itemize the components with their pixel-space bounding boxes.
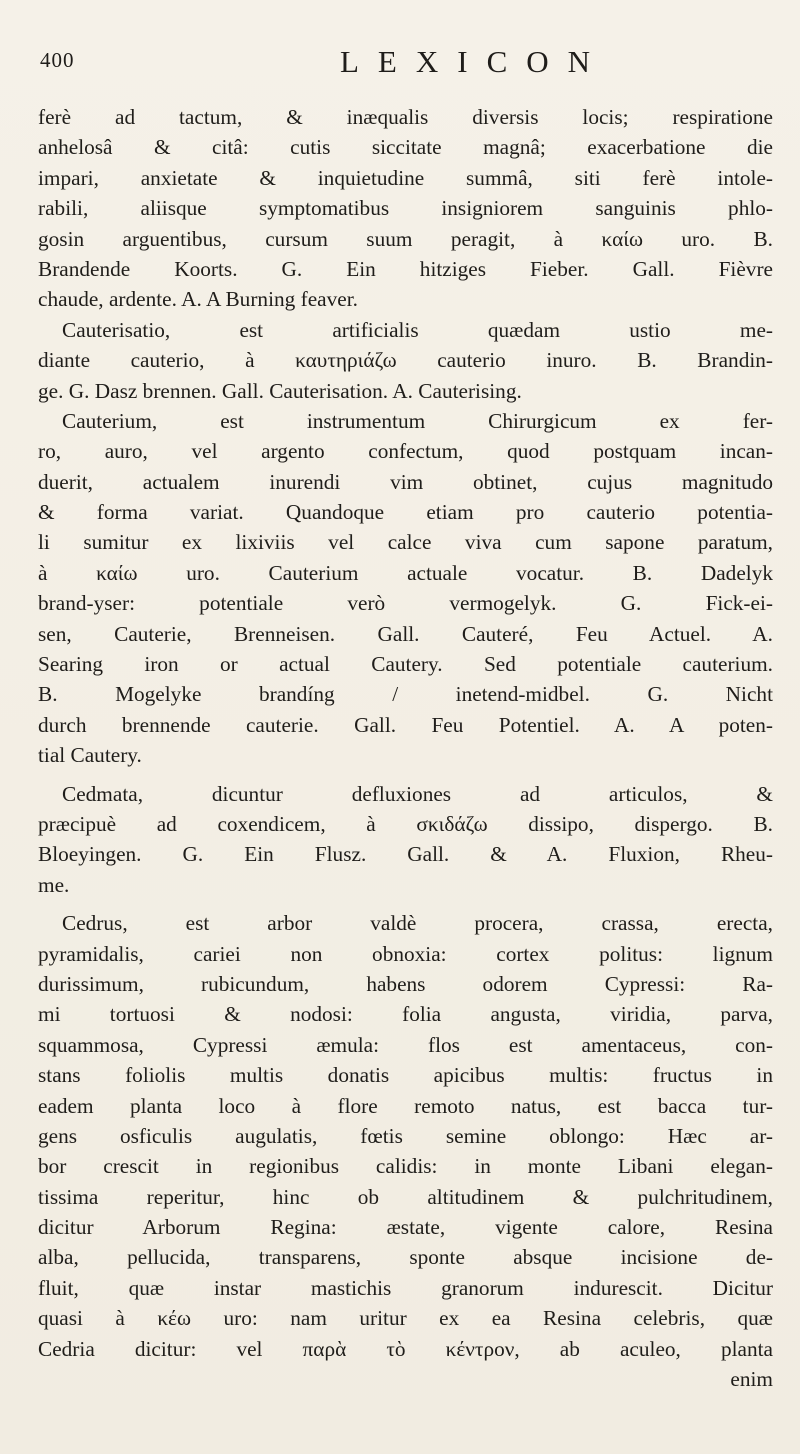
text-line: diante cauterio, à καυτηριάζω cauterio inuro. B. Brandin- xyxy=(38,348,773,373)
text-line: dicitur Arborum Regina: æstate, vigente calore, Resina xyxy=(38,1215,773,1240)
text-line: brand-yser: potentiale verò vermogelyk. G. Fick-ei- xyxy=(38,591,773,616)
entry-cauterisatio xyxy=(38,315,773,406)
entry-cedmata xyxy=(38,779,773,901)
entry-cedrus xyxy=(38,908,773,1364)
text-line: à καίω uro. Cauterium actuale vocatur. B. Dadelyk xyxy=(38,560,773,585)
text-line: & forma variat. Quandoque etiam pro cauterio potentia- xyxy=(38,500,773,525)
entry-cauterium xyxy=(38,406,773,771)
entry-headline: Cedrus, est arbor valdè procera, crassa, erecta, xyxy=(62,911,773,936)
text-line: chaude, ardente. A. A Burning feaver. xyxy=(38,287,358,312)
text-line: durissimum, rubicundum, habens odorem Cypressi: Ra- xyxy=(38,971,773,996)
text-line: ferè ad tactum, & inæqualis diversis locis; respiratione xyxy=(38,105,773,129)
text-line: alba, pellucida, transparens, sponte absque incisione de- xyxy=(38,1245,773,1270)
text-line: mi tortuosi & nodosi: folia angusta, viridia, parva, xyxy=(38,1002,773,1027)
lexicon-text xyxy=(38,102,773,1394)
catchword: enim xyxy=(730,1367,773,1392)
page-number: 400 xyxy=(40,48,75,72)
text-line: me. xyxy=(38,872,70,897)
entry-headline: Cauterium, est instrumentum Chirurgicum ex fer- xyxy=(62,408,773,433)
text-line: gens osficulis augulatis, fœtis semine oblongo: Hæc ar- xyxy=(38,1123,773,1148)
text-line: rabili, aliisque symptomatibus insigniorem sanguinis phlo- xyxy=(38,196,773,221)
text-line: B. Mogelyke brandíng / inetend-midbel. G. Nicht xyxy=(38,682,773,707)
text-line: ro, auro, vel argento confectum, quod postquam incan- xyxy=(38,439,773,464)
text-line: Cedria dicitur: vel παρὰ τὸ κέντρον, ab aculeo, planta xyxy=(38,1336,773,1361)
text-line: Brandende Koorts. G. Ein hitziges Fieber. Gall. Fièvre xyxy=(38,256,773,281)
text-line: præcipuè ad coxendicem, à σκιδάζω dissipo, dispergo. B. xyxy=(38,811,773,836)
text-line: tial Cautery. xyxy=(38,743,142,768)
text-line: duerit, actualem inurendi vim obtinet, cujus magnitudo xyxy=(38,469,773,494)
text-line: Searing iron or actual Cautery. Sed potentiale cauterium. xyxy=(38,652,773,677)
text-line: gosin arguentibus, cursum suum peragit, à καίω uro. B. xyxy=(38,226,773,251)
text-line: pyramidalis, cariei non obnoxia: cortex politus: lignum xyxy=(38,941,773,966)
text-line: fluit, quæ instar mastichis granorum indurescit. Dicitur xyxy=(38,1275,773,1300)
text-line: anhelosâ & citâ: cutis siccitate magnâ; exacerbatione die xyxy=(38,135,773,160)
entry-febris-ardens-continued xyxy=(38,102,773,315)
paragraph-gap xyxy=(38,771,773,779)
text-line: sen, Cauterie, Brenneisen. Gall. Cauteré, Feu Actuel. A. xyxy=(38,621,773,646)
text-line: tissima reperitur, hinc ob altitudinem & pulchritudinem, xyxy=(38,1184,773,1209)
page-header xyxy=(40,44,770,84)
text-line: li sumitur ex lixiviis vel calce viva cum sapone paratum, xyxy=(38,530,773,555)
text-line: eadem planta loco à flore remoto natus, est bacca tur- xyxy=(38,1093,773,1118)
text-line: ge. G. Dasz brennen. Gall. Cauterisation. A. Cauterising. xyxy=(38,378,522,403)
text-line: quasi à κέω uro: nam uritur ex ea Resina celebris, quæ xyxy=(38,1306,773,1331)
entry-headline: Cedmata, dicuntur defluxiones ad articulos, & xyxy=(62,781,773,806)
text-line: bor crescit in regionibus calidis: in monte Libani elegan- xyxy=(38,1154,773,1179)
text-line: stans foliolis multis donatis apicibus multis: fructus in xyxy=(38,1063,773,1088)
text-line: squammosa, Cypressi æmula: flos est amentaceus, con- xyxy=(38,1032,773,1057)
paragraph-gap xyxy=(38,900,773,908)
text-line: durch brennende cauterie. Gall. Feu Potentiel. A. A poten- xyxy=(38,712,773,737)
text-line: Bloeyingen. G. Ein Flusz. Gall. & A. Fluxion, Rheu- xyxy=(38,842,773,867)
running-title: LEXICON xyxy=(340,44,610,79)
text-line: impari, anxietate & inquietudine summâ, siti ferè intole- xyxy=(38,165,773,190)
entry-headline: Cauterisatio, est artificialis quædam ustio me- xyxy=(62,317,773,342)
